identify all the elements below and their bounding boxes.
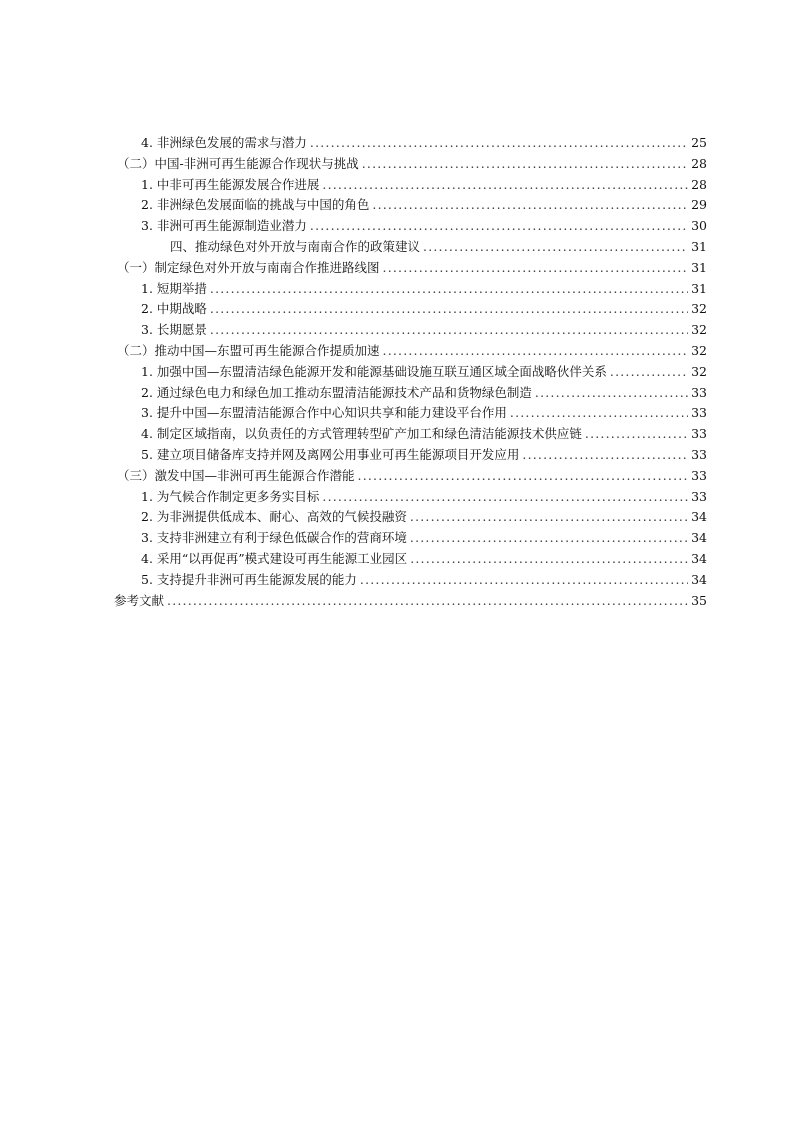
toc-entry[interactable] xyxy=(0,591,793,612)
toc-entry[interactable] xyxy=(0,154,793,175)
toc-entry[interactable] xyxy=(0,528,793,549)
toc-entry[interactable] xyxy=(0,175,793,196)
table-of-contents xyxy=(0,133,793,611)
toc-page-number: 32 xyxy=(691,301,707,317)
toc-entry[interactable] xyxy=(0,279,793,300)
toc-entry-title: 2. 通过绿色电力和绿色加工推动东盟清洁能源技术产品和货物绿色制造 xyxy=(141,384,532,400)
toc-entry[interactable] xyxy=(0,216,793,237)
toc-dot-leader xyxy=(372,195,688,216)
toc-dot-leader xyxy=(360,570,688,591)
toc-entry-title: 2. 非洲绿色发展面临的挑战与中国的角色 xyxy=(141,197,370,213)
toc-entry[interactable] xyxy=(0,133,793,154)
toc-entry[interactable] xyxy=(0,403,793,424)
toc-entry[interactable] xyxy=(0,445,793,466)
toc-entry-title: 4. 非洲绿色发展的需求与潜力 xyxy=(141,135,307,150)
toc-entry[interactable] xyxy=(0,466,793,487)
toc-entry-title: 4. 制定区域指南，以负责任的方式管理转型矿产加工和绿色清洁能源技术供应链 xyxy=(141,426,582,442)
toc-page-number: 31 xyxy=(691,259,707,275)
toc-entry-title: 四、推动绿色对外开放与南南合作的政策建议 xyxy=(170,238,421,254)
toc-page-number: 32 xyxy=(691,342,707,358)
toc-entry[interactable] xyxy=(0,424,793,445)
toc-entry-title: 5. 支持提升非洲可再生能源发展的能力 xyxy=(141,571,357,587)
toc-dot-leader xyxy=(410,507,688,528)
toc-entry[interactable] xyxy=(0,570,793,591)
toc-entry-title: 参考文献 xyxy=(114,592,165,608)
toc-entry[interactable] xyxy=(0,299,793,320)
toc-page-number: 33 xyxy=(691,384,707,400)
toc-dot-leader xyxy=(535,383,688,404)
toc-page-number: 31 xyxy=(691,238,707,254)
toc-entry-title: （二）推动中国—东盟可再生能源合作提质加速 xyxy=(117,342,380,358)
toc-entry-title: 3. 长期愿景 xyxy=(141,322,207,338)
toc-entry[interactable] xyxy=(0,487,793,508)
toc-page-number: 34 xyxy=(691,550,707,566)
toc-entry-title: 1. 为气候合作制定更多务实目标 xyxy=(141,488,320,504)
toc-page-number: 33 xyxy=(691,446,707,462)
toc-dot-leader xyxy=(210,279,688,300)
toc-dot-leader xyxy=(358,466,689,487)
toc-page-number: 25 xyxy=(691,135,707,150)
toc-entry-title: 3. 提升中国—东盟清洁能源合作中心知识共享和能力建设平台作用 xyxy=(141,405,507,421)
toc-entry-title: （一）制定绿色对外开放与南南合作推进路线图 xyxy=(117,259,380,275)
toc-dot-leader xyxy=(210,320,688,341)
toc-page-number: 34 xyxy=(691,509,707,525)
toc-dot-leader xyxy=(383,258,689,279)
toc-dot-leader xyxy=(310,216,688,237)
toc-entry-title: 3. 非洲可再生能源制造业潜力 xyxy=(141,218,307,234)
toc-entry[interactable] xyxy=(0,195,793,216)
toc-entry-title: （二）中国-非洲可再生能源合作现状与挑战 xyxy=(117,155,359,171)
toc-dot-leader xyxy=(322,487,688,508)
toc-entry-title: 3. 支持非洲建立有利于绿色低碳合作的营商环境 xyxy=(141,530,407,546)
toc-entry-title: （三）激发中国—非洲可再生能源合作潜能 xyxy=(117,467,355,483)
toc-entry-title: 1. 中非可再生能源发展合作进展 xyxy=(141,176,320,192)
toc-dot-leader xyxy=(383,341,689,362)
toc-entry[interactable] xyxy=(0,258,793,279)
toc-dot-leader xyxy=(510,403,688,424)
toc-dot-leader xyxy=(610,362,688,383)
toc-dot-leader xyxy=(362,154,688,175)
toc-entry-title: 1. 加强中国—东盟清洁绿色能源开发和能源基础设施互联互通区域全面战略伙伴关系 xyxy=(141,363,607,379)
toc-entry[interactable] xyxy=(0,549,793,570)
toc-dot-leader xyxy=(167,591,688,612)
toc-entry-title: 4. 采用“以再促再”模式建设可再生能源工业园区 xyxy=(141,550,408,566)
toc-page-number: 35 xyxy=(691,592,707,608)
toc-page-number: 33 xyxy=(691,405,707,421)
toc-page-number: 28 xyxy=(691,176,707,192)
toc-dot-leader xyxy=(585,424,688,445)
toc-page-number: 28 xyxy=(691,155,707,171)
toc-dot-leader xyxy=(522,445,688,466)
toc-entry-title: 2. 中期战略 xyxy=(141,301,207,317)
toc-entry-title: 1. 短期举措 xyxy=(141,280,207,296)
toc-dot-leader xyxy=(322,175,688,196)
toc-dot-leader xyxy=(410,528,688,549)
toc-page-number: 32 xyxy=(691,322,707,338)
toc-dot-leader xyxy=(423,237,688,258)
toc-dot-leader xyxy=(410,549,688,570)
toc-dot-leader xyxy=(310,133,688,154)
toc-page-number: 32 xyxy=(691,363,707,379)
toc-page-number: 29 xyxy=(691,197,707,213)
toc-entry[interactable] xyxy=(0,320,793,341)
toc-page-number: 33 xyxy=(691,488,707,504)
toc-entry-title: 2. 为非洲提供低成本、耐心、高效的气候投融资 xyxy=(141,509,407,525)
toc-page-number: 33 xyxy=(691,426,707,442)
toc-page-number: 34 xyxy=(691,571,707,587)
toc-page-number: 30 xyxy=(691,218,707,234)
toc-entry[interactable] xyxy=(0,341,793,362)
toc-entry-title: 5. 建立项目储备库支持并网及离网公用事业可再生能源项目开发应用 xyxy=(141,446,520,462)
toc-page-number: 33 xyxy=(691,467,707,483)
toc-dot-leader xyxy=(210,299,688,320)
toc-entry[interactable] xyxy=(0,507,793,528)
toc-entry[interactable] xyxy=(0,237,793,258)
toc-page-number: 34 xyxy=(691,530,707,546)
toc-entry[interactable] xyxy=(0,383,793,404)
toc-page-number: 31 xyxy=(691,280,707,296)
toc-entry[interactable] xyxy=(0,362,793,383)
